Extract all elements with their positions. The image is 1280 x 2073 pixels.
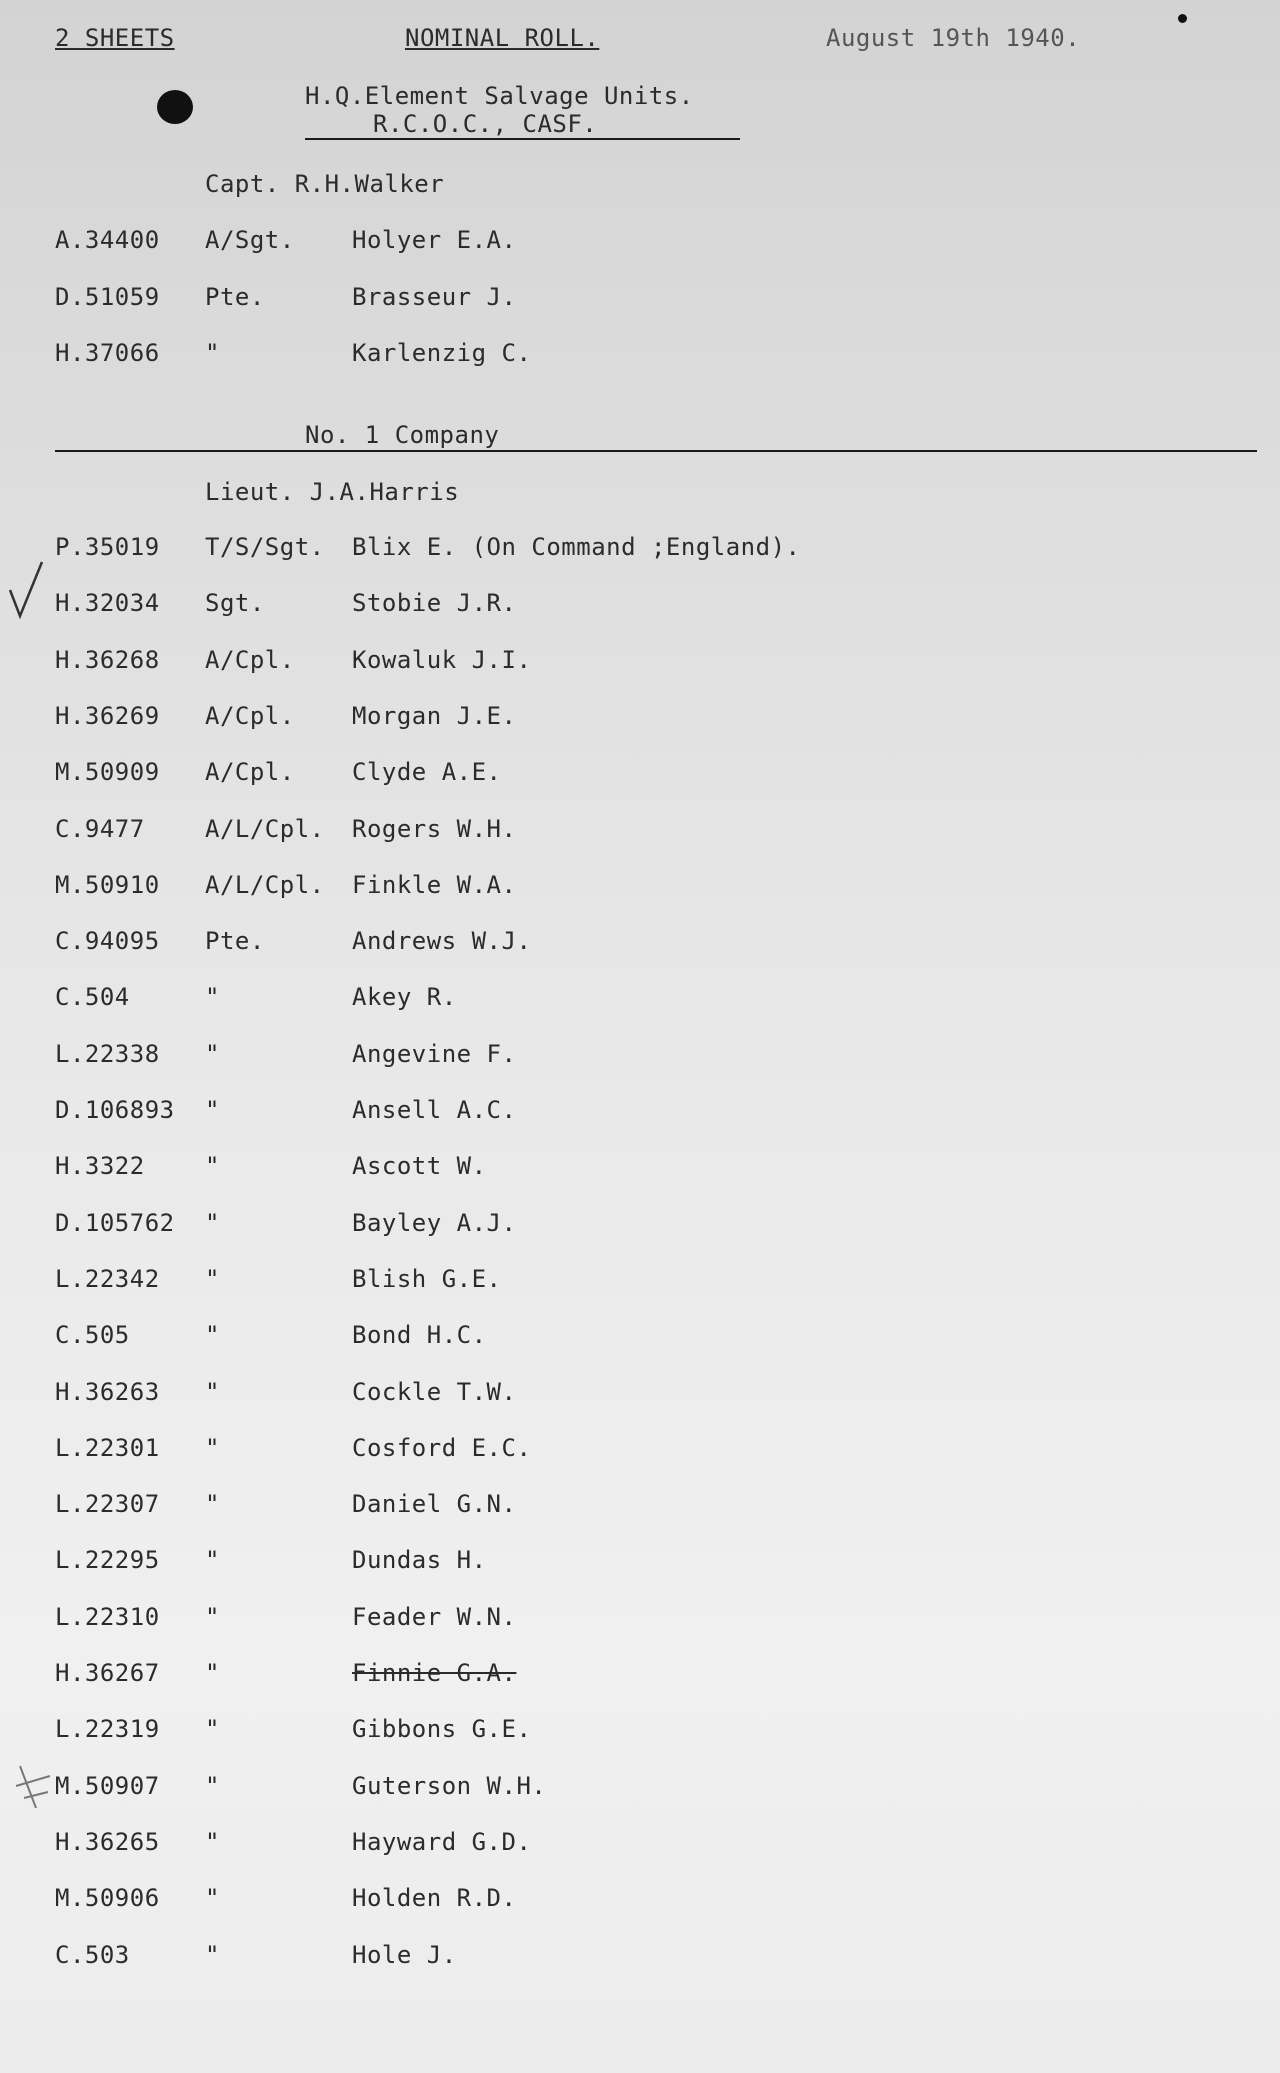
punch-hole-mark xyxy=(157,90,193,124)
hq-officer: Capt. R.H.Walker xyxy=(205,170,445,198)
soldier-name: Angevine F. xyxy=(352,1039,517,1068)
table-row xyxy=(0,283,1280,313)
unit-name-line2: R.C.O.C., CASF. xyxy=(373,110,598,138)
table-row xyxy=(0,1490,1280,1520)
rank: " xyxy=(205,1884,220,1913)
rank: " xyxy=(205,1208,220,1237)
soldier-name: Blix E. (On Command ;England). xyxy=(352,533,801,561)
soldier-name: Kowaluk J.I. xyxy=(352,645,532,674)
table-row xyxy=(0,1546,1280,1576)
table-row xyxy=(0,927,1280,957)
table-row xyxy=(0,1209,1280,1239)
service-number: L.22338 xyxy=(55,1039,160,1068)
document-date: August 19th 1940. xyxy=(826,24,1081,52)
soldier-name: Cockle T.W. xyxy=(352,1377,517,1406)
table-row xyxy=(0,702,1280,732)
table-row xyxy=(0,1152,1280,1182)
rank: Pte. xyxy=(205,282,265,311)
soldier-name: Ansell A.C. xyxy=(352,1096,517,1124)
soldier-name: Holyer E.A. xyxy=(352,226,517,254)
rank: " xyxy=(205,1827,220,1856)
table-row xyxy=(0,1715,1280,1745)
soldier-name: Karlenzig C. xyxy=(352,339,532,367)
rank: " xyxy=(205,1490,220,1519)
rank: A/Cpl. xyxy=(205,758,295,787)
service-number: H.36265 xyxy=(55,1827,160,1856)
soldier-name: Guterson W.H. xyxy=(352,1771,547,1800)
rank: " xyxy=(205,1771,220,1800)
table-row xyxy=(0,1040,1280,1070)
table-row xyxy=(0,815,1280,845)
rank: " xyxy=(205,1715,220,1744)
service-number: D.105762 xyxy=(55,1208,175,1237)
soldier-name: Andrews W.J. xyxy=(352,927,532,956)
soldier-name: Bond H.C. xyxy=(352,1321,487,1350)
table-row xyxy=(0,1265,1280,1295)
document-title: NOMINAL ROLL. xyxy=(405,24,600,52)
soldier-name: Daniel G.N. xyxy=(352,1490,517,1519)
service-number: C.503 xyxy=(55,1940,130,1969)
rank: Sgt. xyxy=(205,589,265,618)
service-number: L.22310 xyxy=(55,1602,160,1631)
table-row xyxy=(0,1434,1280,1464)
rank: A/Cpl. xyxy=(205,701,295,730)
soldier-name: Rogers W.H. xyxy=(352,814,517,843)
service-number: C.505 xyxy=(55,1321,130,1350)
table-row xyxy=(0,1096,1280,1126)
service-number: L.22301 xyxy=(55,1433,160,1462)
service-number: A.34400 xyxy=(55,226,160,254)
rank: A/Sgt. xyxy=(205,226,295,254)
service-number: H.36268 xyxy=(55,645,160,674)
service-number: H.36263 xyxy=(55,1377,160,1406)
soldier-name: Brasseur J. xyxy=(352,282,517,311)
company-heading: No. 1 Company xyxy=(305,421,500,449)
table-row xyxy=(0,589,1280,619)
rank: " xyxy=(205,1321,220,1350)
soldier-name: Holden R.D. xyxy=(352,1884,517,1913)
table-row xyxy=(0,871,1280,901)
service-number: M.50909 xyxy=(55,758,160,787)
rank: " xyxy=(205,1546,220,1575)
soldier-name: Cosford E.C. xyxy=(352,1433,532,1462)
rank: " xyxy=(205,339,220,367)
unit-name-line1: H.Q.Element Salvage Units. xyxy=(305,82,694,110)
table-row xyxy=(0,646,1280,676)
service-number: C.504 xyxy=(55,983,130,1012)
service-number: P.35019 xyxy=(55,533,160,561)
unit-underline xyxy=(305,138,740,140)
soldier-name: Blish G.E. xyxy=(352,1264,502,1293)
ink-speck xyxy=(1178,14,1187,23)
soldier-name: Ascott W. xyxy=(352,1152,487,1181)
rank: " xyxy=(205,1039,220,1068)
rank: " xyxy=(205,1659,220,1687)
table-row xyxy=(0,226,1280,256)
soldier-name: Stobie J.R. xyxy=(352,589,517,618)
service-number: H.3322 xyxy=(55,1152,145,1181)
service-number: M.50907 xyxy=(55,1771,160,1800)
table-row xyxy=(0,758,1280,788)
soldier-name: Feader W.N. xyxy=(352,1602,517,1631)
rank: A/L/Cpl. xyxy=(205,814,325,843)
table-row xyxy=(0,1659,1280,1689)
soldier-name: Hayward G.D. xyxy=(352,1827,532,1856)
table-row xyxy=(0,1378,1280,1408)
company-officer: Lieut. J.A.Harris xyxy=(205,478,460,506)
soldier-name: Akey R. xyxy=(352,983,457,1012)
service-number: L.22307 xyxy=(55,1490,160,1519)
service-number: H.37066 xyxy=(55,339,160,367)
table-row xyxy=(0,983,1280,1013)
soldier-name: Bayley A.J. xyxy=(352,1208,517,1237)
rank: A/Cpl. xyxy=(205,645,295,674)
table-row xyxy=(0,339,1280,369)
service-number: C.94095 xyxy=(55,927,160,956)
rank: " xyxy=(205,1940,220,1969)
table-row xyxy=(0,1828,1280,1858)
rank: " xyxy=(205,1152,220,1181)
soldier-name: Morgan J.E. xyxy=(352,701,517,730)
check-mark-icon xyxy=(8,560,44,620)
table-row xyxy=(0,1603,1280,1633)
table-row xyxy=(0,1884,1280,1914)
service-number: H.36269 xyxy=(55,701,160,730)
table-row xyxy=(0,533,1280,563)
rank: A/L/Cpl. xyxy=(205,870,325,899)
sheets-count: 2 SHEETS xyxy=(55,24,175,52)
rank: " xyxy=(205,983,220,1012)
service-number: C.9477 xyxy=(55,814,145,843)
table-row xyxy=(0,1321,1280,1351)
rank: " xyxy=(205,1264,220,1293)
service-number: L.22342 xyxy=(55,1264,160,1293)
soldier-name: Finkle W.A. xyxy=(352,870,517,899)
service-number: H.32034 xyxy=(55,589,160,618)
service-number: H.36267 xyxy=(55,1659,160,1687)
company-rule xyxy=(55,450,1257,452)
rank: " xyxy=(205,1377,220,1406)
table-row xyxy=(0,1772,1280,1802)
service-number: M.50906 xyxy=(55,1884,160,1913)
rank: " xyxy=(205,1096,220,1124)
table-row xyxy=(0,1941,1280,1971)
soldier-name: Finnie G.A. xyxy=(352,1659,517,1687)
service-number: D.106893 xyxy=(55,1096,175,1124)
service-number: D.51059 xyxy=(55,282,160,311)
service-number: L.22295 xyxy=(55,1546,160,1575)
service-number: L.22319 xyxy=(55,1715,160,1744)
service-number: M.50910 xyxy=(55,870,160,899)
soldier-name: Clyde A.E. xyxy=(352,758,502,787)
soldier-name: Dundas H. xyxy=(352,1546,487,1575)
soldier-name: Gibbons G.E. xyxy=(352,1715,532,1744)
rank: " xyxy=(205,1433,220,1462)
rank: Pte. xyxy=(205,927,265,956)
rank: " xyxy=(205,1602,220,1631)
pencil-mark-icon xyxy=(14,1762,54,1812)
soldier-name: Hole J. xyxy=(352,1940,457,1969)
rank: T/S/Sgt. xyxy=(205,533,325,561)
